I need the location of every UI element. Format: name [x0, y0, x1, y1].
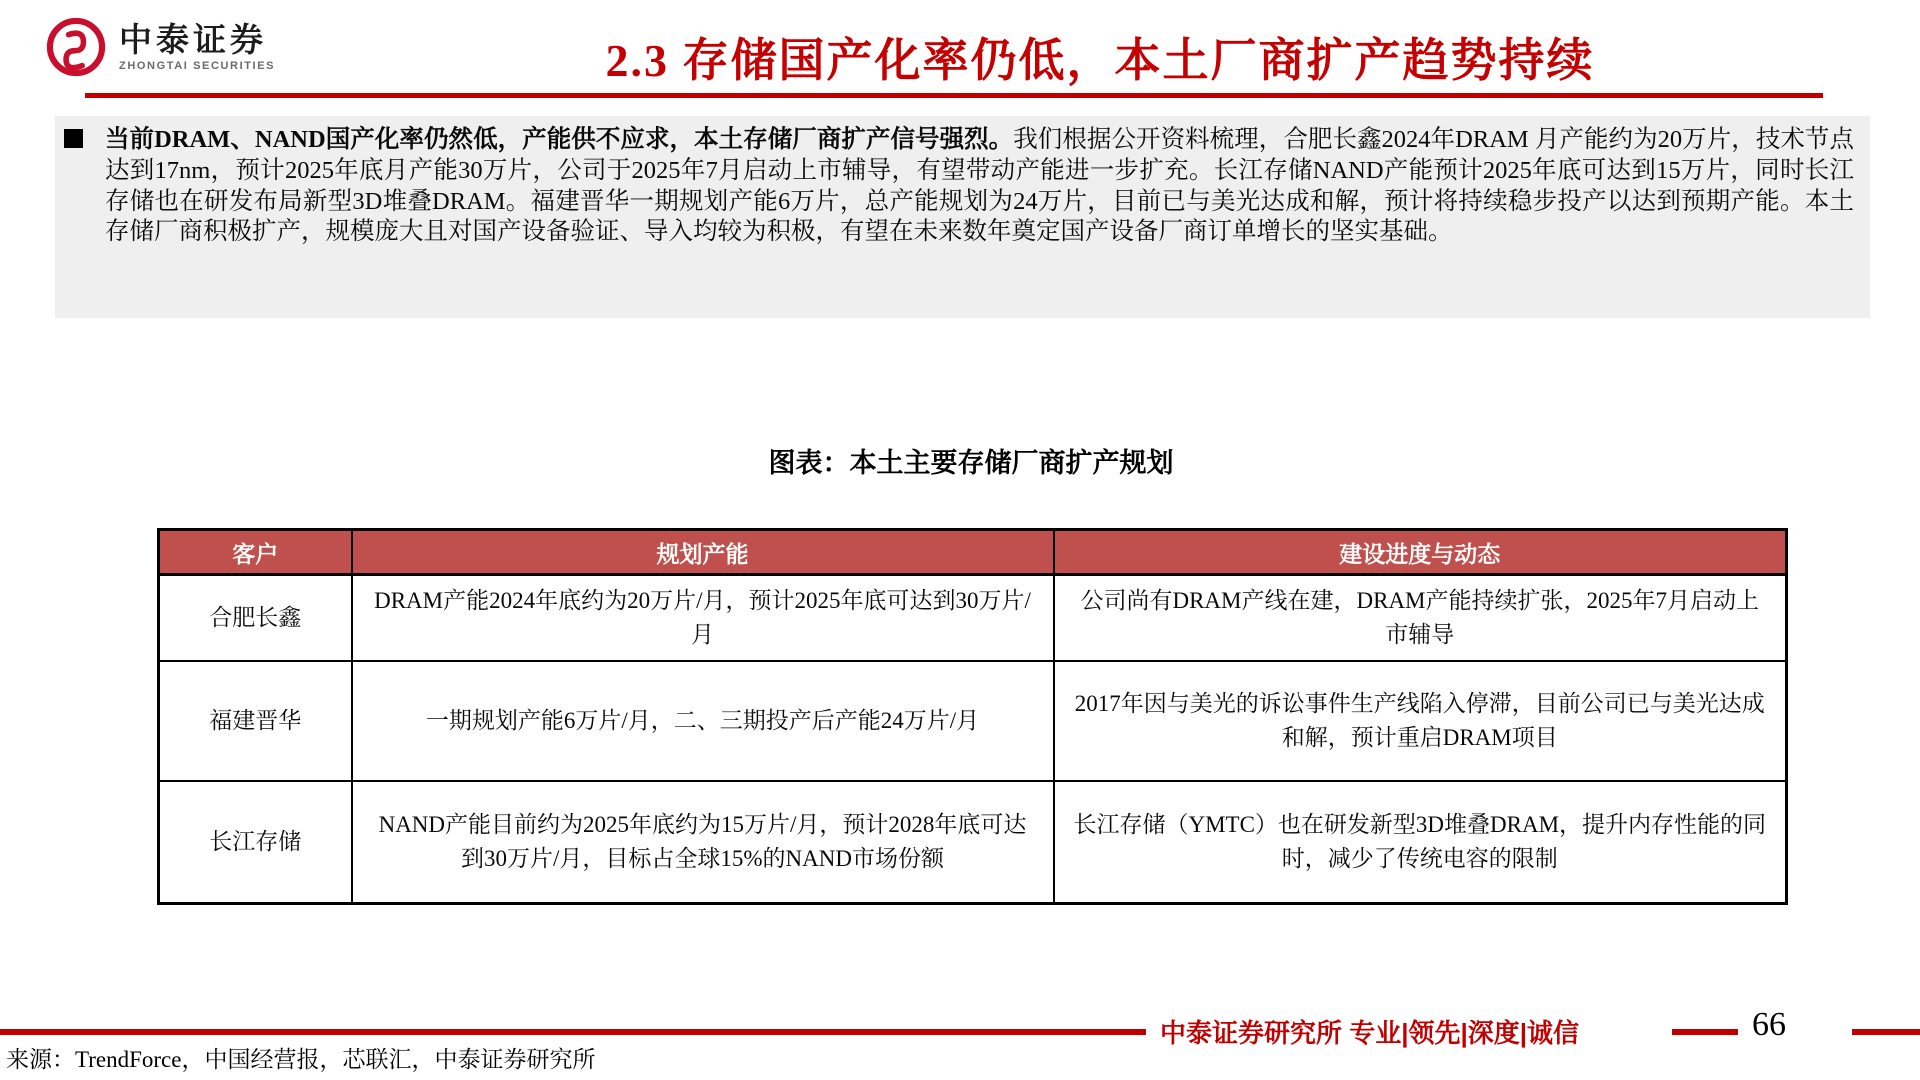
source-note: 来源：TrendForce，中国经营报，芯联汇，中泰证券研究所	[6, 1047, 596, 1072]
footer-rule-left	[0, 1029, 1146, 1035]
cell-planned-capacity: 一期规划产能6万片/月，二、三期投产后产能24万片/月	[352, 661, 1054, 781]
footer-rule-middle	[1672, 1029, 1738, 1035]
column-header-progress: 建设进度与动态	[1054, 530, 1787, 575]
table-row	[159, 575, 1787, 662]
cell-planned-capacity: NAND产能目前约为2025年底约为15万片/月，预计2028年底可达到30万片/月，目标占全球15%的NAND市场份额	[352, 781, 1054, 904]
cell-planned-capacity: DRAM产能2024年底约为20万片/月，预计2025年底可达到30万片/月	[352, 575, 1054, 662]
summary-bold-segment: 当前DRAM、NAND国产化率仍然低，产能供不应求，本土存储厂商扩产信号强烈。	[105, 126, 1014, 153]
bullet-square-icon	[64, 129, 83, 148]
figure-title: 图表：本土主要存储厂商扩产规划	[768, 448, 1174, 478]
table-row	[159, 781, 1787, 904]
footer-branding: 中泰证券研究所 专业|领先|深度|诚信	[1160, 1018, 1580, 1048]
logo-english-name: ZHONGTAI SECURITIES	[119, 59, 276, 72]
company-logo	[45, 16, 275, 78]
cell-customer: 合肥长鑫	[159, 575, 352, 662]
expansion-plan-table	[157, 528, 1788, 905]
cell-progress: 2017年因与美光的诉讼事件生产线陷入停滞，目前公司已与美光达成和解，预计重启DRAM项目	[1054, 661, 1787, 781]
cell-progress: 长江存储（YMTC）也在研发新型3D堆叠DRAM，提升内存性能的同时，减少了传统电容的限制	[1054, 781, 1787, 904]
table-row	[159, 661, 1787, 781]
logo-chinese-name: 中泰证券	[119, 20, 267, 58]
zhongtai-logo-icon	[45, 16, 107, 78]
page-title: 2.3 存储国产化率仍低，本土厂商扩产趋势持续	[605, 35, 1595, 86]
footer-rule-right	[1852, 1029, 1920, 1035]
summary-regular-segment: 我们根据公开资料梳理，合肥长鑫2024年DRAM 月产能约为20万片，技术节点达到17nm，预计2025年底月产能30万片，公司于2025年7月启动上市辅导，有望带动产能进一步扩充。长江存储NAND产能预计2025年底可达到15万片，同时长江存储也在研发布局新型3D堆叠DRAM。福建晋华一期规划产能6万片，总产能规划为24万片，目前已与美光达成和解，预计将持续稳步投产以达到预期产能。本土存储厂商积极扩产，规模庞大且对国产设备验证、导入均较为积极，有望在未来数年奠定国产设备厂商订单增长的坚实基础。	[105, 126, 1854, 246]
summary-box	[55, 116, 1870, 318]
cell-customer: 长江存储	[159, 781, 352, 904]
page-number: 66	[1752, 1006, 1786, 1043]
title-underline	[85, 93, 1823, 98]
summary-paragraph	[105, 125, 1854, 248]
column-header-customer: 客户	[159, 530, 352, 575]
cell-progress: 公司尚有DRAM产线在建，DRAM产能持续扩张，2025年7月启动上市辅导	[1054, 575, 1787, 662]
cell-customer: 福建晋华	[159, 661, 352, 781]
column-header-planned-capacity: 规划产能	[352, 530, 1054, 575]
table-header-row	[159, 530, 1787, 575]
